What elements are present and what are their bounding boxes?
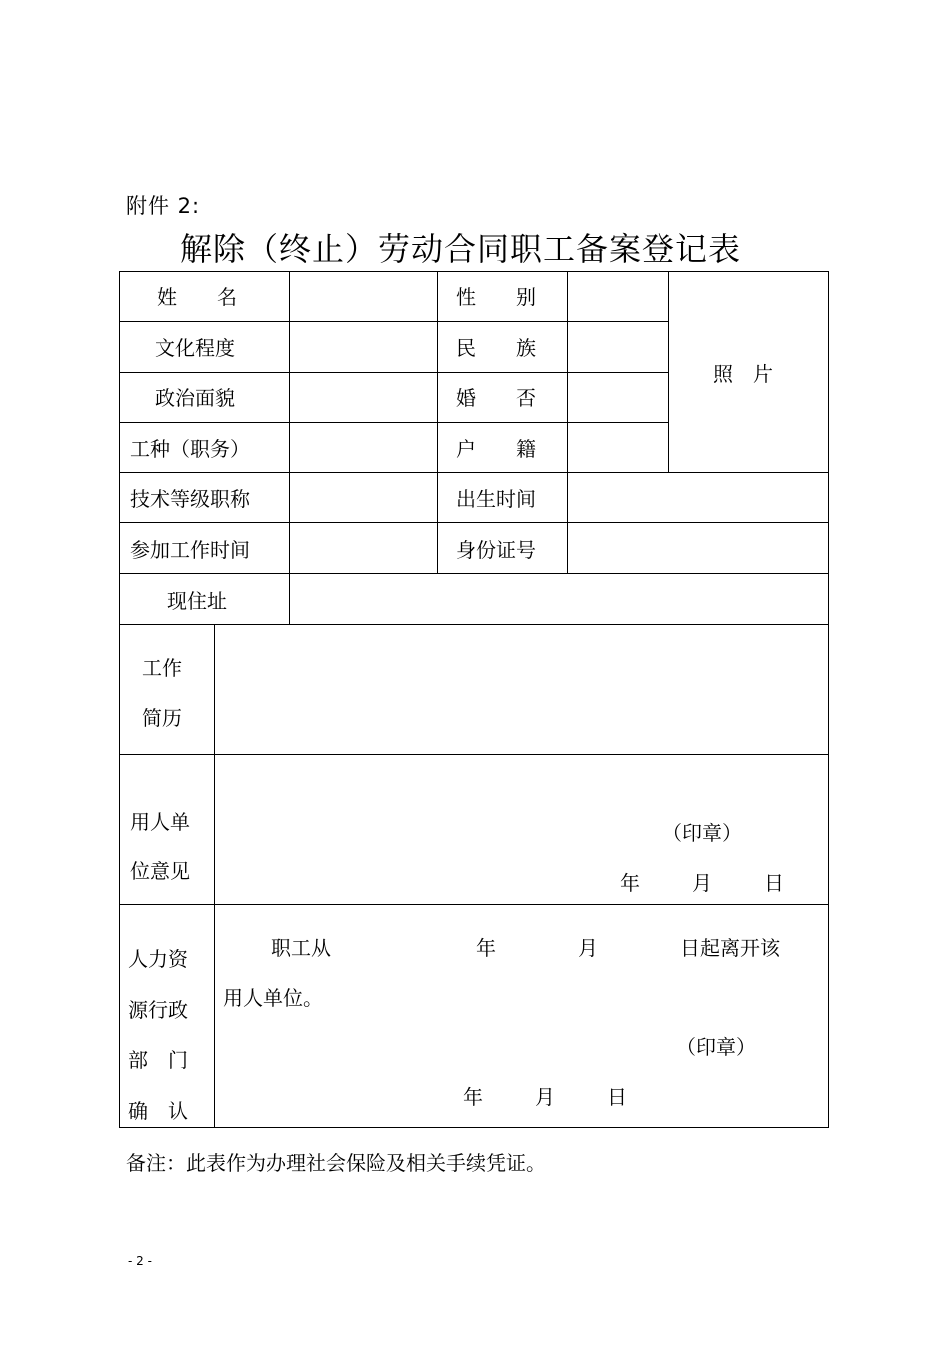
employer-opinion-line2: 位意见 [130, 859, 190, 883]
resume-label-line2: 简历 [142, 706, 182, 730]
id-number-label: 身份证号 [456, 538, 536, 562]
footer-note: 备注：此表作为办理社会保险及相关手续凭证。 [126, 1151, 546, 1175]
photo-label: 照 片 [713, 362, 773, 386]
page-number: - 2 - [128, 1254, 152, 1268]
political-status-label: 政治面貌 [155, 386, 235, 410]
hr-text-suffix: 日起离开该 [680, 936, 780, 960]
hr-date-year: 年 [463, 1085, 483, 1109]
hr-seal: （印章） [676, 1035, 756, 1059]
hr-label-line1: 人力资 [128, 947, 188, 971]
marital-label: 婚 否 [456, 386, 536, 410]
tech-title-label: 技术等级职称 [130, 487, 250, 511]
employer-date-month: 月 [692, 871, 712, 895]
hr-text-month: 月 [578, 936, 598, 960]
attachment-label: 附件 2: [126, 194, 201, 218]
education-label: 文化程度 [155, 336, 235, 360]
ethnicity-label: 民 族 [456, 336, 536, 360]
name-label: 姓 名 [157, 285, 237, 309]
hr-text-prefix: 职工从 [271, 936, 331, 960]
hr-date-month: 月 [535, 1085, 555, 1109]
job-label: 工种（职务） [130, 437, 250, 461]
hr-label-line4: 确 认 [128, 1099, 188, 1123]
address-label: 现住址 [167, 589, 227, 613]
resume-label-line1: 工作 [142, 656, 182, 680]
gender-label: 性 别 [456, 285, 536, 309]
form-title: 解除（终止）劳动合同职工备案登记表 [180, 230, 742, 268]
hr-label-line3: 部 门 [128, 1048, 188, 1072]
birth-date-label: 出生时间 [456, 487, 536, 511]
work-start-label: 参加工作时间 [130, 538, 250, 562]
employer-date-day: 日 [764, 871, 784, 895]
hr-text-year: 年 [476, 936, 496, 960]
hr-label-line2: 源行政 [128, 998, 188, 1022]
employer-seal: （印章） [662, 821, 742, 845]
hr-date-day: 日 [607, 1085, 627, 1109]
employer-date-year: 年 [620, 871, 640, 895]
employer-opinion-line1: 用人单 [130, 810, 190, 834]
hr-text-line2: 用人单位。 [223, 986, 323, 1010]
hukou-label: 户 籍 [456, 437, 536, 461]
